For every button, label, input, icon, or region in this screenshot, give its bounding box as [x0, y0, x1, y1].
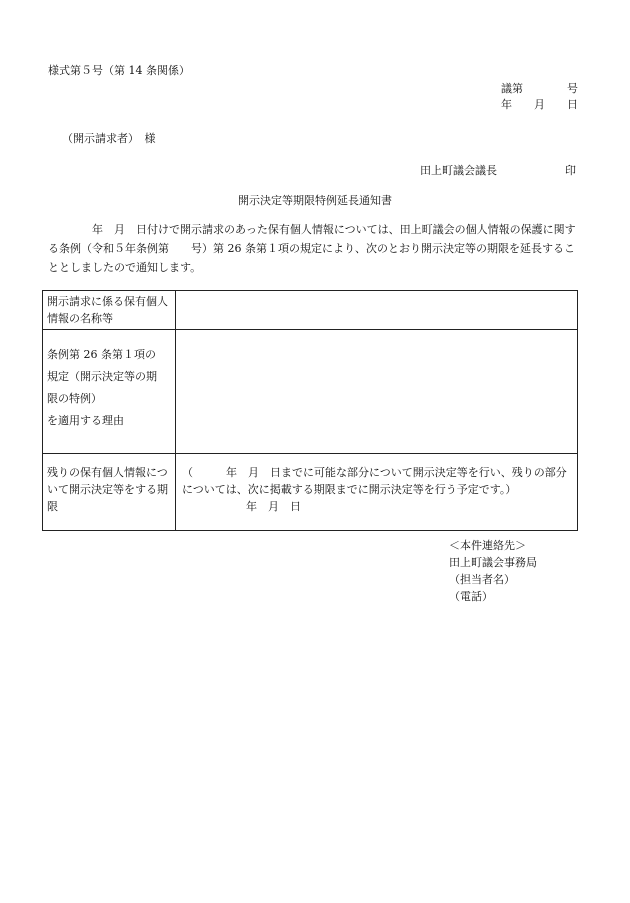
- contact-phone: （電話）: [449, 590, 493, 603]
- contact-block: [449, 537, 537, 605]
- document-title: 開示決定等期限特例延長通知書: [238, 194, 392, 207]
- table-row: [43, 454, 578, 531]
- notice-table: [42, 290, 578, 531]
- row1-value: [176, 291, 578, 330]
- row2-label-line: 条例第 26 条第１項の: [47, 348, 156, 361]
- document-date: 年 月 日: [501, 98, 578, 111]
- row2-label-line: を適用する理由: [47, 414, 124, 427]
- row2-label-line: 規定（開示決定等の期: [47, 370, 157, 383]
- contact-person: （担当者名）: [449, 573, 515, 586]
- form-number: 様式第５号（第 14 条関係）: [48, 64, 190, 77]
- row3-value: [176, 454, 578, 531]
- row2-value: [176, 330, 578, 454]
- row2-label: [43, 330, 176, 454]
- contact-heading: ＜本件連絡先＞: [449, 539, 526, 552]
- document-number: 議第 号: [501, 82, 578, 95]
- row1-label: 開示請求に係る保有個人情報の名称等: [43, 291, 176, 330]
- table-row: [43, 291, 578, 330]
- addressee: （開示請求者） 様: [62, 132, 156, 145]
- row3-date: 年 月 日: [246, 500, 301, 513]
- seal-mark: 印: [565, 164, 576, 177]
- table-row: [43, 330, 578, 454]
- row2-label-line: 限の特例）: [47, 392, 102, 405]
- sender-name: 田上町議会議長: [420, 164, 497, 177]
- body-paragraph: 年 月 日付けで開示請求のあった保有個人情報については、田上町議会の個人情報の保護に関する条例（令和５年条例第 号）第 26 条第１項の規定により、次のとおり開示決定等の期限を延長することとしましたので通知します。: [48, 223, 576, 274]
- contact-office: 田上町議会事務局: [449, 556, 537, 569]
- row3-label: 残りの保有個人情報について開示決定等をする期限: [43, 454, 176, 531]
- row3-value-text: （ 年 月 日までに可能な部分について開示決定等を行い、残りの部分については、次に掲載する期限までに開示決定等を行う予定です。）: [182, 466, 567, 496]
